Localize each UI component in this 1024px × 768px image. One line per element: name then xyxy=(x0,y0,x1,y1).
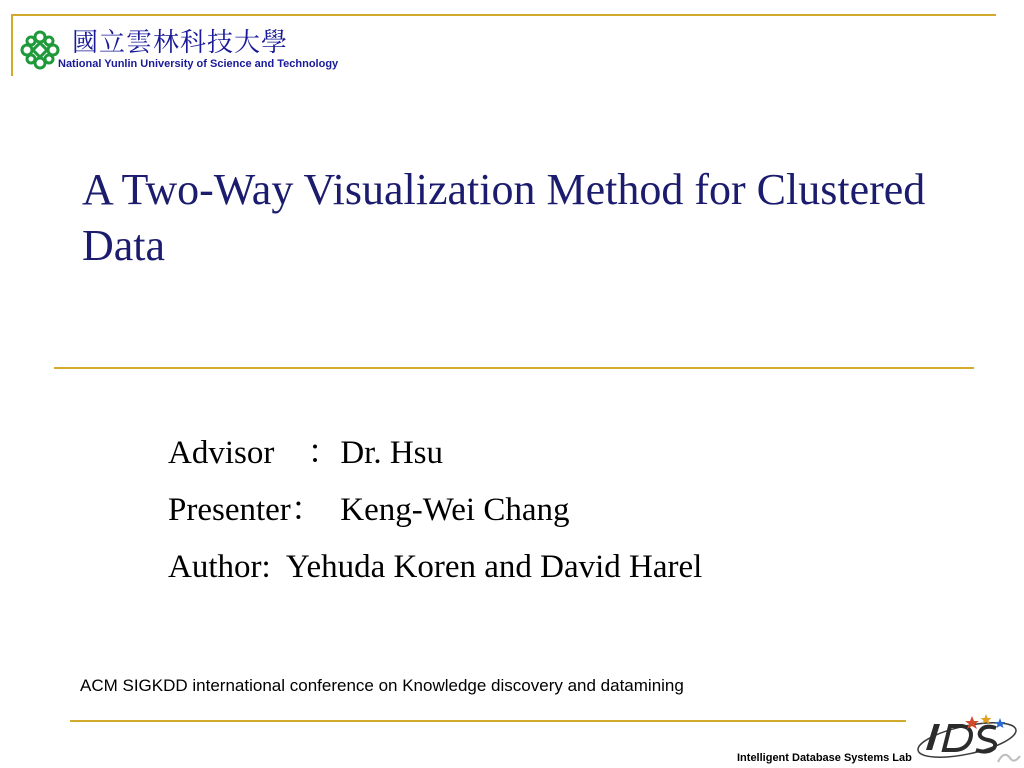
header-top-rule xyxy=(12,14,996,16)
author-line: Author: Yehuda Koren and David Harel xyxy=(168,549,703,585)
ids-lab-logo-icon xyxy=(912,710,1022,768)
slide-title: A Two-Way Visualization Method for Clustered Data xyxy=(82,165,926,270)
university-name-zh: 國立雲林科技大學 xyxy=(72,28,289,58)
title-divider xyxy=(54,367,974,369)
presenter-line: Presenter： Keng-Wei Chang xyxy=(168,492,570,528)
header-left-rule xyxy=(11,14,13,76)
lab-name: Intelligent Database Systems Lab xyxy=(737,752,912,764)
conference-note: ACM SIGKDD international conference on Knowledge discovery and datamining xyxy=(80,676,684,695)
university-name-en: National Yunlin University of Science and Technology xyxy=(58,58,339,70)
advisor-line: Advisor ：Dr. Hsu xyxy=(168,435,444,471)
yuntech-logo-icon xyxy=(20,30,60,70)
footer-rule xyxy=(70,720,906,722)
credits-block xyxy=(168,432,702,603)
